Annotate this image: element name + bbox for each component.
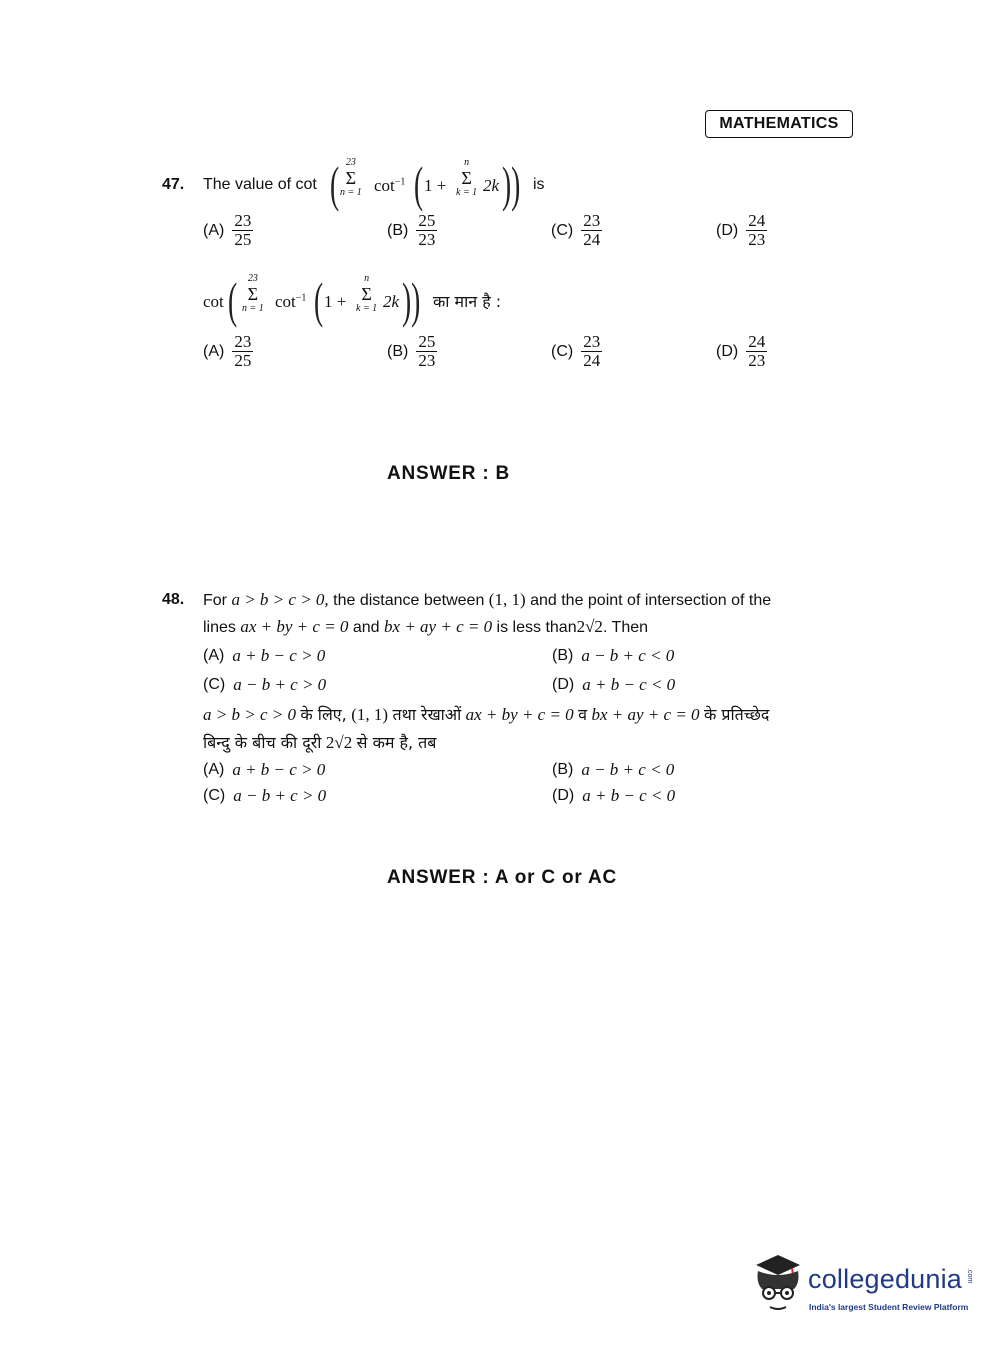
question-number: 48. (162, 591, 185, 608)
option-c[interactable] (551, 212, 602, 249)
option-a-hindi[interactable]: (A) a + b − c > 0 (203, 760, 326, 779)
option-label: (C) (551, 342, 574, 360)
question-number: 47. (162, 176, 185, 193)
hindi-question-line-2: बिन्दु के बीच की दूरी 2√2 से कम है, तब (203, 733, 437, 752)
option-b[interactable] (387, 212, 437, 249)
fraction: $\frac{25}{23}$ (418, 332, 436, 370)
cot-label: cot (203, 292, 224, 311)
subject-label: MATHEMATICS (705, 110, 853, 138)
option-a-hindi[interactable] (203, 333, 253, 370)
option-d[interactable] (716, 212, 767, 249)
one-plus: 1 + (424, 176, 447, 195)
hindi-question-suffix: का मान है : (433, 292, 502, 311)
option-b[interactable]: (B) a − b + c < 0 (552, 646, 675, 665)
option-b-hindi[interactable] (387, 333, 437, 370)
brand-suffix: .com (966, 1268, 973, 1284)
fraction: $\frac{25}{23}$ (418, 211, 436, 249)
hindi-question-line-1: a > b > c > 0 के लिए, (1, 1) तथा रेखाओं ax + by + c = 0 व bx + ay + c = 0 के प्रतिच्छेद (203, 705, 770, 724)
sum-inner (356, 273, 377, 315)
sigma-symbol: Σ (461, 168, 472, 188)
option-a[interactable]: (A) a + b − c > 0 (203, 646, 326, 665)
answer-48: ANSWER : A or C or AC (387, 867, 618, 888)
left-paren-inner: ( (414, 156, 424, 212)
option-a[interactable] (203, 212, 253, 249)
fraction: $\frac{23}{25}$ (234, 211, 252, 249)
fraction: $\frac{23}{24}$ (583, 332, 601, 370)
sum-upper-limit: 23 (345, 157, 356, 168)
right-paren: )) (402, 272, 421, 328)
answer-47: ANSWER : B (387, 463, 511, 484)
sum-lower-limit: n = 1 (242, 303, 264, 314)
cot-inverse: $\cot^{-1}$ (374, 176, 406, 195)
option-label: (C) (551, 221, 574, 239)
option-d-hindi[interactable] (716, 333, 767, 370)
cot-inverse: $\cot^{-1}$ (275, 292, 307, 311)
fraction: $\frac{23}{24}$ (583, 211, 601, 249)
option-label: (D) (716, 342, 739, 360)
one-plus: 1 + (324, 292, 347, 311)
left-paren: ( (228, 272, 238, 328)
sum-upper-limit: n (364, 273, 370, 284)
fraction: $\frac{24}{23}$ (748, 211, 766, 249)
sigma-symbol: Σ (247, 284, 259, 304)
option-c-hindi[interactable] (551, 333, 602, 370)
option-c-hindi[interactable]: (C) a − b + c > 0 (203, 786, 327, 805)
sigma-symbol: Σ (345, 168, 357, 188)
brand-tagline: India's largest Student Review Platform (809, 1302, 969, 1312)
question-line-2: lines ax + by + c = 0 and bx + ay + c = 0 is less than2√2. Then (203, 617, 649, 636)
option-label: (A) (203, 342, 225, 360)
sum-inner (456, 157, 477, 199)
sum-lower-limit: k = 1 (456, 187, 478, 198)
brand-name: collegedunia (808, 1264, 963, 1294)
question-suffix: is (533, 176, 545, 193)
option-c[interactable]: (C) a − b + c > 0 (203, 675, 327, 694)
option-label: (B) (387, 221, 409, 239)
term-2k: 2k (483, 176, 500, 195)
option-b-hindi[interactable]: (B) a − b + c < 0 (552, 760, 675, 779)
question-text: The value of cot (203, 176, 317, 193)
option-label: (B) (387, 342, 409, 360)
right-paren: )) (502, 156, 521, 212)
sum-lower-limit: k = 1 (356, 303, 378, 314)
option-label: (A) (203, 221, 225, 239)
option-d[interactable]: (D) a + b − c < 0 (552, 675, 676, 694)
term-2k: 2k (383, 292, 400, 311)
fraction: $\frac{24}{23}$ (748, 332, 766, 370)
collegedunia-mascot-icon (748, 1253, 808, 1315)
fraction: $\frac{23}{25}$ (234, 332, 252, 370)
question-line-1: For a > b > c > 0, the distance between (1, 1) and the point of intersection of the (203, 590, 772, 609)
sum-outer (340, 157, 362, 199)
sigma-symbol: Σ (361, 284, 372, 304)
left-paren: ( (330, 156, 340, 212)
sum-lower-limit: n = 1 (340, 187, 362, 198)
sum-outer (242, 273, 264, 315)
sum-upper-limit: n (464, 157, 470, 168)
sum-upper-limit: 23 (247, 273, 258, 284)
left-paren-inner: ( (314, 272, 324, 328)
option-label: (D) (716, 221, 739, 239)
option-d-hindi[interactable]: (D) a + b − c < 0 (552, 786, 676, 805)
